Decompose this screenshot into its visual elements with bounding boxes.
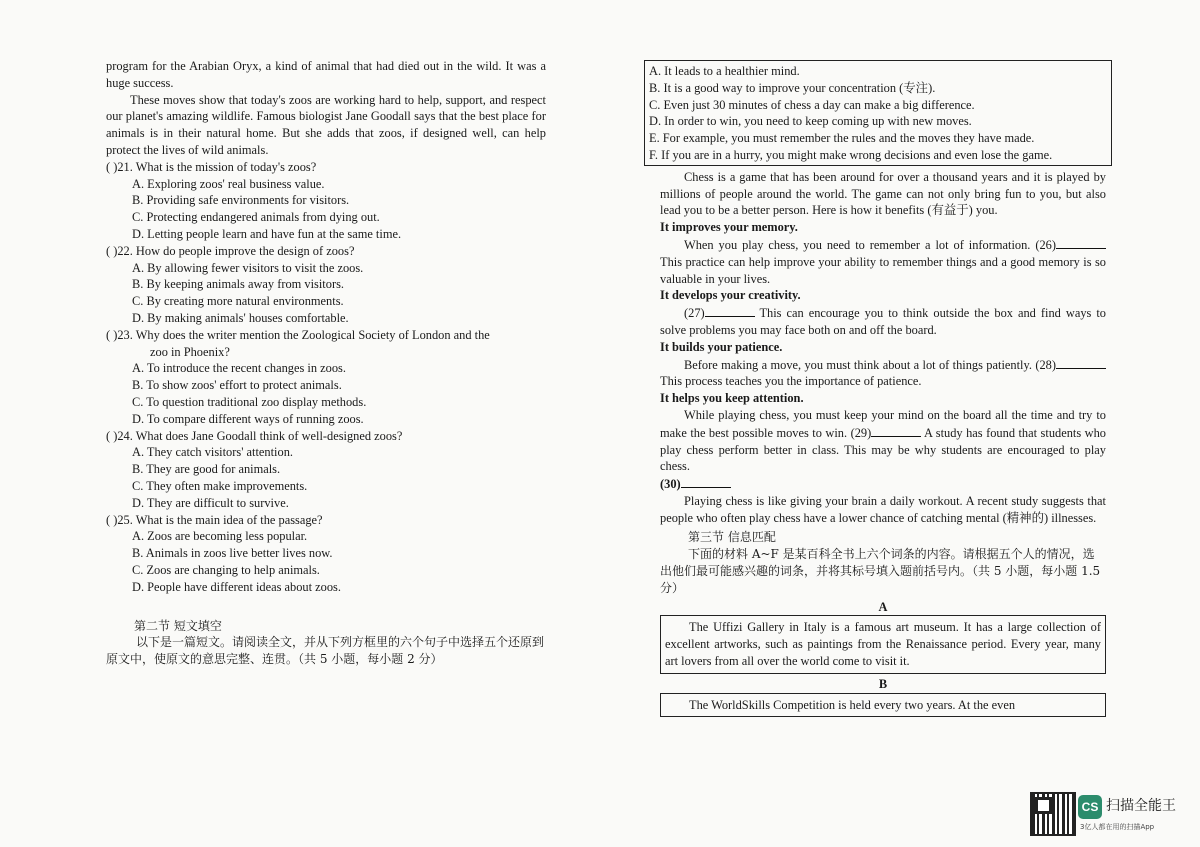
option: C. By creating more natural environments. <box>132 294 344 309</box>
sentence-option: B. It is a good way to improve your concentration (专注). <box>649 80 936 95</box>
option: D. They are difficult to survive. <box>132 495 289 510</box>
option: C. To question traditional zoo display methods. <box>132 394 367 409</box>
sentence-options-box <box>644 60 1112 166</box>
entry-a-box: The Uffizi Gallery in Italy is a famous art museum. It has a large collection of excellent artworks, such as paintings from the Renaissance period. Every year, many art lovers from all over the world come to visit it. <box>660 615 1106 673</box>
heading-creativity: It develops your creativity. <box>660 288 801 303</box>
question-24 <box>106 428 546 512</box>
heading-attention: It helps you keep attention. <box>660 391 804 406</box>
answer-blank-26[interactable] <box>1056 236 1106 249</box>
paragraph-memory <box>660 236 1106 287</box>
paragraph-attention <box>660 407 1106 475</box>
option: A. By allowing fewer visitors to visit the zoos. <box>132 260 364 275</box>
option: C. Zoos are changing to help animals. <box>132 562 320 577</box>
paragraph-patience <box>660 356 1106 391</box>
text: While playing chess, you must keep your mind on the board all the time and try to make the best possible moves to win. (29) <box>660 407 1106 440</box>
watermark-brand: 扫描全能王 <box>1106 798 1176 814</box>
question-25 <box>106 512 546 596</box>
option: B. Providing safe environments for visitors. <box>132 193 350 208</box>
answer-blank-28[interactable] <box>1056 356 1106 369</box>
option: C. Protecting endangered animals from dying out. <box>132 210 380 225</box>
option: D. By making animals' houses comfortable. <box>132 310 349 325</box>
left-column <box>106 58 546 668</box>
sentence-option: E. For example, you must remember the rules and the moves they have made. <box>649 131 1035 146</box>
answer-blank-27[interactable] <box>705 304 755 317</box>
sentence-option: D. In order to win, you need to keep coming up with new moves. <box>649 114 972 129</box>
section-2-title: 第二节 短文填空 <box>134 618 222 633</box>
option: A. They catch visitors' attention. <box>132 445 293 460</box>
camscanner-logo-icon: CS <box>1078 795 1102 819</box>
entry-a-label: A <box>878 599 888 614</box>
option: D. To compare different ways of running zoos. <box>132 411 364 426</box>
question-22 <box>106 243 546 327</box>
question-23 <box>106 327 546 428</box>
paragraph-workout: Playing chess is like giving your brain a daily workout. A recent study suggests that people who often play chess have a lower chance of catching mental (精神的) illnesses. <box>660 493 1106 525</box>
text: (28) <box>1035 357 1056 372</box>
question-stem: ( )21. What is the mission of today's zoos? <box>106 159 317 174</box>
watermark-subtitle: 3亿人都在用的扫描App <box>1080 823 1155 831</box>
sentence-option: C. Even just 30 minutes of chess a day can make a big difference. <box>649 97 975 112</box>
option: B. By keeping animals away from visitors. <box>132 277 344 292</box>
option: D. Letting people learn and have fun at the same time. <box>132 226 402 241</box>
right-column <box>649 60 1106 717</box>
answer-blank-30[interactable] <box>681 475 731 488</box>
entry-b-box: The WorldSkills Competition is held every two years. At the even <box>660 693 1106 717</box>
question-stem: ( )22. How do people improve the design of zoos? <box>106 243 355 258</box>
text: (30) <box>660 477 681 492</box>
option: D. People have different ideas about zoos. <box>132 579 341 594</box>
text: (27) <box>684 306 705 321</box>
paragraph-creativity <box>660 304 1106 339</box>
option: B. They are good for animals. <box>132 462 281 477</box>
option: A. Zoos are becoming less popular. <box>132 529 308 544</box>
option: B. Animals in zoos live better lives now. <box>132 546 333 561</box>
option: A. To introduce the recent changes in zoos. <box>132 361 346 376</box>
question-stem: ( )23. Why does the writer mention the Zoological Society of London and the <box>106 327 490 342</box>
option: C. They often make improvements. <box>132 478 308 493</box>
text: Before making a move, you must think about a lot of things patiently. <box>684 357 1032 372</box>
text: This process teaches you the importance of patience. <box>660 374 922 389</box>
option: A. Exploring zoos' real business value. <box>132 176 325 191</box>
option: B. To show zoos' effort to protect animals. <box>132 378 342 393</box>
question-21 <box>106 159 546 243</box>
question-stem: ( )24. What does Jane Goodall think of well-designed zoos? <box>106 428 403 443</box>
sentence-option: A. It leads to a healthier mind. <box>649 64 800 78</box>
passage-paragraph: These moves show that today's zoos are working hard to help, support, and respect our planet's amazing wildlife. Famous biologist Jane Goodall says that the best place for animals is in their natural home. But she adds that zoos, if designed well, can help protect the lives of wild animals. <box>106 92 546 157</box>
section-3-title: 第三节 信息匹配 <box>688 529 776 544</box>
chess-intro: Chess is a game that has been around for over a thousand years and it is played by millions of people around the world. The game can not only bring fun to you, but also lead you to be a better person. Here is how it benefits (有益于) you. <box>660 169 1106 218</box>
text: When you play chess, you need to remember a lot of information. (26) <box>684 237 1056 252</box>
sentence-option: F. If you are in a hurry, you might make wrong decisions and even lose the game. <box>649 147 1053 162</box>
entry-b-label: B <box>878 676 888 691</box>
heading-patience: It builds your patience. <box>660 339 783 354</box>
section-3-instructions: 下面的材料 A~F 是某百科全书上六个词条的内容。请根据五个人的情况，选出他们最可能感兴趣的词条，并将其标号填入题前括号内。（共 5 小题，每小题 1.5 分） <box>660 546 1101 595</box>
text: This practice can help improve your ability to remember things and a good memory is so valuable in your lives. <box>660 254 1106 286</box>
heading-memory: It improves your memory. <box>660 220 798 235</box>
section-2-instructions: 以下是一篇短文。请阅读全文，并从下列方框里的六个句子中选择五个还原到原文中，使原文的意思完整、连贯。（共 5 小题，每小题 2 分） <box>106 635 545 667</box>
qr-code-icon <box>1030 792 1076 836</box>
question-stem: ( )25. What is the main idea of the passage? <box>106 512 323 527</box>
question-stem-continued: zoo in Phoenix? <box>150 344 230 359</box>
text: This can encourage you to think outside the box and find ways to solve problems you may face both on and off the board. <box>660 306 1106 337</box>
answer-blank-29[interactable] <box>871 424 921 437</box>
heading-30 <box>660 475 1106 493</box>
text: A study has found that students who play chess perform better in class. This may be why students are encouraged to play chess. <box>660 425 1106 474</box>
passage-paragraph: program for the Arabian Oryx, a kind of animal that had died out in the wild. It was a huge success. <box>106 59 546 90</box>
